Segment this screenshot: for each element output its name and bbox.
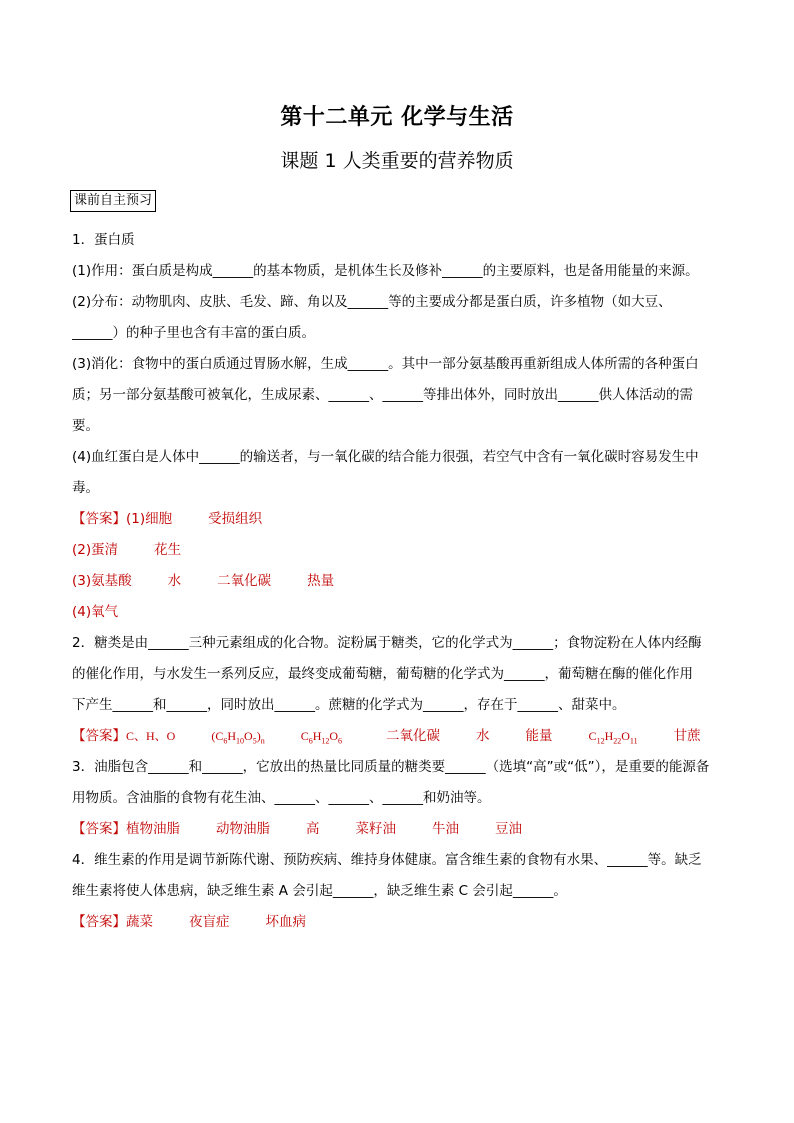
section-label: 课前自主预习 [70, 190, 156, 212]
answer-item: (1)细胞 [126, 511, 173, 527]
answer-item: 菜籽油 [355, 821, 396, 837]
answer-item: 豆油 [495, 821, 522, 837]
q1-text-line: (2)分布：动物肌肉、皮肤、毛发、蹄、角以及______等的主要成分都是蛋白质，许多植物（如大豆、 [72, 294, 672, 310]
answer-item: 二氧化碳 [217, 573, 272, 589]
answer-item: 水 [167, 573, 182, 589]
answer-item: 植物油脂 [126, 821, 180, 837]
answer-formula-sucrose: $C_{12}H_{22}O_{11}$ [588, 729, 638, 746]
answer-item: 水 [476, 728, 490, 744]
q2-answer-line [72, 721, 724, 752]
content [72, 225, 724, 938]
answer-item: (3)氨基酸 [72, 573, 132, 589]
q1-answer-line [72, 504, 724, 535]
q1-text-line: (1)作用：蛋白质是构成______的基本物质，是机体生长及修补______的主要原料，也是备用能量的来源。 [72, 263, 699, 279]
q4-text-line: 4．维生素的作用是调节新陈代谢、预防疾病、维持身体健康。富含维生素的食物有水果、______等。缺乏 [72, 852, 702, 868]
answer-elements: C、H、O [126, 729, 176, 743]
answer-item: 甘蔗 [673, 728, 701, 744]
q1-text-line: ______）的种子里也含有丰富的蛋白质。 [72, 325, 315, 341]
q2-text-line: 2．糖类是由______三种元素组成的化合物。淀粉属于糖类，它的化学式为______；食物淀粉在人体内经酶 [72, 635, 702, 651]
q3-text-line: 用物质。含油脂的食物有花生油、______、______、______和奶油等。 [72, 790, 491, 806]
answer-item: 牛油 [432, 821, 459, 837]
answer-item: (2)蛋清 [72, 542, 119, 558]
q2-text-line: 下产生______和______，同时放出______。蔗糖的化学式为______，存在于______、甜菜中。 [72, 697, 626, 713]
q1-answer-line [72, 566, 724, 597]
answer-tag: 【答案】 [72, 728, 126, 744]
lesson-title: 课题 1 人类重要的营养物质 [280, 150, 514, 172]
q1-text-line: 毒。 [72, 480, 99, 496]
answer-tag: 【答案】 [72, 914, 126, 930]
q3-text-line: 3．油脂包含______和______，它放出的热量比同质量的糖类要______（选填“高”或“低”），是重要的能源备 [72, 759, 710, 775]
answer-item: 花生 [154, 542, 182, 558]
q1-text-line: 质；另一部分氨基酸可被氧化，生成尿素、______、______等排出体外，同时放出______供人体活动的需 [72, 387, 693, 403]
answer-item: 能量 [525, 728, 553, 744]
q1-text-line: (4)血红蛋白是人体中______的输送者，与一氧化碳的结合能力很强，若空气中含有一氧化碳时容易发生中 [72, 449, 699, 465]
answer-item: 坏血病 [265, 914, 306, 930]
q4-text-line: 维生素将使人体患病，缺乏维生素 A 会引起______，缺乏维生素 C 会引起______。 [72, 883, 567, 899]
answer-item: (4)氧气 [72, 604, 119, 620]
answer-item: 蔬菜 [126, 914, 153, 930]
answer-formula-starch: $(C_6H_{10}O_5)_n$ [211, 729, 265, 746]
answer-item: 动物油脂 [216, 821, 270, 837]
q1-heading: 1．蛋白质 [72, 232, 135, 248]
q1-text-line: 要。 [72, 418, 99, 434]
answer-item: 受损组织 [208, 511, 263, 527]
q4-answer-line [72, 907, 724, 938]
q1-text-line: (3)消化：食物中的蛋白质通过胃肠水解，生成______。其中一部分氨基酸再重新组成人体所需的各种蛋白 [72, 356, 699, 372]
answer-item: 二氧化碳 [386, 728, 441, 744]
answer-formula-glucose: $C_6H_{12}O_6$ [300, 729, 343, 746]
answer-tag: 【答案】 [72, 821, 126, 837]
q1-answer-line [72, 597, 724, 628]
answer-item: 高 [306, 821, 320, 837]
unit-title: 第十二单元 化学与生活 [280, 105, 514, 130]
answer-item: 热量 [307, 573, 335, 589]
answer-item: 夜盲症 [189, 914, 230, 930]
q1-answer-line [72, 535, 724, 566]
q3-answer-line [72, 814, 724, 845]
answer-tag: 【答案】 [72, 511, 126, 527]
q2-text-line: 的催化作用，与水发生一系列反应，最终变成葡萄糖，葡萄糖的化学式为______，葡萄糖在酶的催化作用 [72, 666, 693, 682]
